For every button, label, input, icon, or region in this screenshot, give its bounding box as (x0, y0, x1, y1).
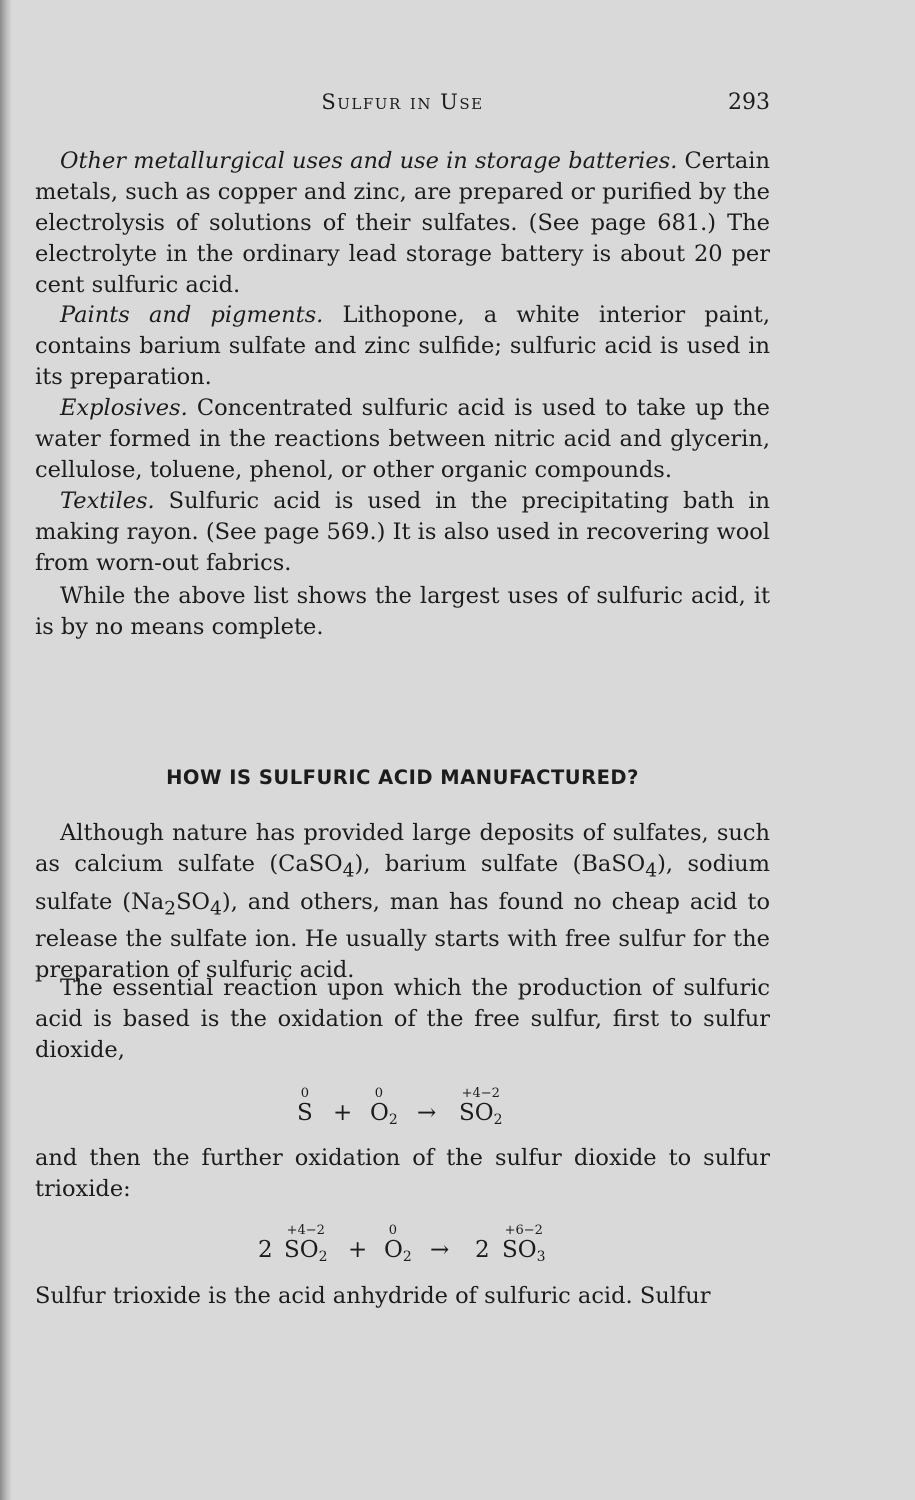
paragraph-lead: Paints and pigments. (60, 302, 324, 328)
eq2-plus: + (348, 1237, 368, 1263)
subscript: 2 (318, 1249, 328, 1265)
oxidation-number: 0 (300, 1086, 310, 1101)
oxidation-number: 0 (388, 1223, 398, 1238)
oxidation-number: +6−2 (504, 1223, 543, 1238)
paragraph-text: While the above list shows the largest uses of sulfuric acid, it is by no means complete. (35, 583, 770, 640)
subscript: 2 (493, 1112, 503, 1128)
element-symbol: O (370, 1100, 389, 1126)
element-symbol: SO (459, 1100, 494, 1126)
text-run: ), barium sulfate (BaSO (354, 851, 646, 877)
equation-sulfur-trioxide (35, 1213, 770, 1273)
eq2-oxygen (384, 1223, 412, 1265)
subscript: 2 (164, 898, 177, 919)
oxidation-number: +4−2 (461, 1086, 500, 1101)
subscript: 4 (209, 898, 222, 919)
paragraph-paints-pigments (35, 300, 770, 393)
equation-sulfur-dioxide (35, 1076, 770, 1136)
paragraph-lead: Explosives. (60, 395, 188, 421)
oxidation-number: 0 (374, 1086, 384, 1101)
paragraph-sulfate-sources (35, 818, 770, 986)
eq2-product (502, 1223, 546, 1265)
paragraph-summary (35, 581, 770, 643)
paragraph-metallurgical-uses (35, 146, 770, 301)
subscript: 2 (402, 1249, 412, 1265)
paragraph-text: Sulfuric acid is used in the precipitating bath in making rayon. (See page 569.) It is also used in recovering wool from worn-out fabrics. (35, 488, 770, 576)
paragraph-textiles (35, 486, 770, 579)
eq1-sulfur (297, 1086, 313, 1126)
book-spine-shadow (0, 0, 12, 1500)
subscript: 4 (645, 860, 658, 882)
book-page (35, 0, 770, 1500)
subscript: 4 (342, 860, 355, 882)
element-symbol: O (384, 1237, 403, 1263)
page-number: 293 (728, 90, 770, 115)
oxidation-number: +4−2 (286, 1223, 325, 1238)
eq1-arrow: → (417, 1100, 437, 1126)
eq2-coefficient: 2 (258, 1237, 273, 1263)
eq2-reactant (284, 1223, 328, 1265)
subscript: 3 (536, 1249, 546, 1265)
paragraph-text: Lithopone, a white interior paint, contains barium sulfate and zinc sulfide; sulfuric acid is used in its preparation. (35, 302, 770, 390)
element-symbol: SO (284, 1237, 319, 1263)
text-run: ), and others, man has found no cheap acid to release the sulfate ion. He usually starts with free sulfur for the preparation of sulfuric acid. (35, 888, 770, 983)
section-heading: HOW IS SULFURIC ACID MANUFACTURED? (166, 766, 639, 789)
text-run: SO (176, 888, 210, 915)
text-run: Although nature has provided large deposits of sulfates, such as calcium sulfate (CaSO (35, 820, 770, 877)
running-head (35, 90, 770, 120)
running-title: Sulfur in Use (321, 90, 484, 114)
subscript: 2 (388, 1112, 398, 1128)
paragraph-further-oxidation: and then the further oxidation of the sulfur dioxide to sulfur trioxide: (35, 1145, 770, 1202)
paragraph-text: Certain metals, such as copper and zinc, are prepared or purified by the electrolysis of solutions of their sulfates. (See page 681.) The electrolyte in the ordinary lead storage battery is about 20 per cent sulfuric acid. (35, 148, 770, 298)
text-run: ), sodium sulfate (Na (35, 851, 770, 915)
paragraph-lead: Other metallurgical uses and use in storage batteries. (60, 148, 678, 174)
eq1-oxygen (370, 1086, 398, 1128)
paragraph-essential-reaction: The essential reaction upon which the production of sulfuric acid is based is the oxidation of the free sulfur, first to sulfur dioxide, (35, 975, 770, 1063)
eq2-arrow: → (430, 1237, 450, 1263)
paragraph-explosives (35, 393, 770, 486)
eq1-product (459, 1086, 503, 1128)
element-symbol: S (297, 1100, 313, 1126)
paragraph-lead: Textiles. (60, 488, 155, 514)
eq2-coefficient: 2 (475, 1237, 490, 1263)
eq1-plus: + (333, 1100, 353, 1126)
element-symbol: SO (502, 1237, 537, 1263)
paragraph-closing: Sulfur trioxide is the acid anhydride of sulfuric acid. Sulfur (35, 1283, 711, 1309)
paragraph-text: Concentrated sulfuric acid is used to take up the water formed in the reactions between nitric acid and glycerin, cellulose, toluene, phenol, or other organic compounds. (35, 395, 770, 483)
